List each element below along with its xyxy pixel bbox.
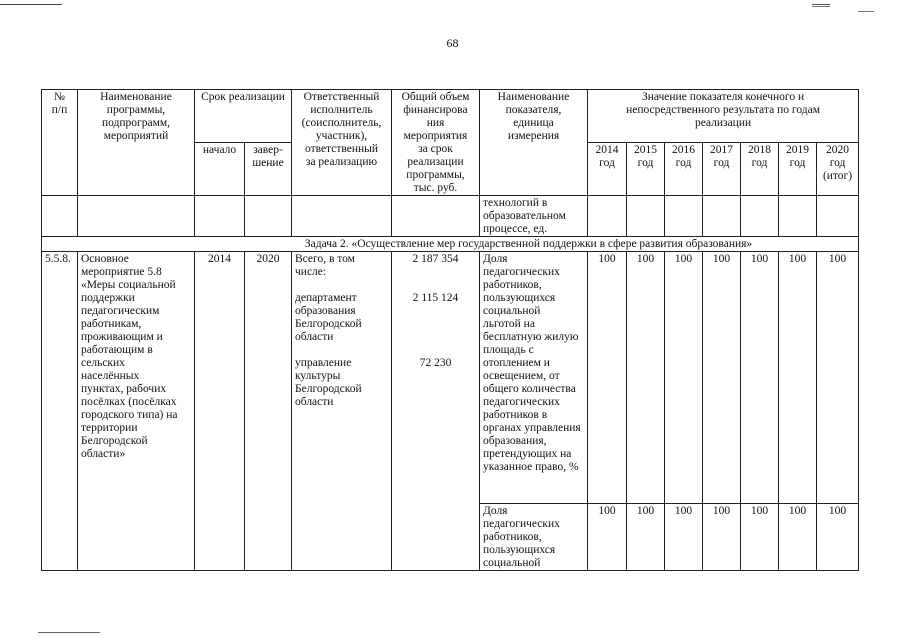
top-right-short-rule (858, 11, 874, 12)
top-right-rule-2 (812, 6, 830, 7)
col-indicator-header: Наименование показателя, единица измерения (480, 90, 588, 196)
top-right-rule (812, 4, 830, 5)
task-row (42, 237, 859, 252)
task-title: Задача 2. «Осуществление мер государственной поддержки в сфере развития образования» (42, 237, 859, 252)
value-2-2015: 100 (627, 504, 665, 571)
col-executor-header: Ответственный исполнитель (соисполнитель, участник), ответственный за реализацию (292, 90, 392, 196)
col-name-header: Наименование программы, подпрограмм, мероприятий (78, 90, 195, 196)
value-2-2018: 100 (741, 504, 779, 571)
col-funding-header: Общий объем финансирова ния мероприятия за срок реализации программы, тыс. руб. (392, 90, 480, 196)
value-1-2019: 100 (779, 252, 817, 504)
value-1-2017: 100 (703, 252, 741, 504)
year-2017-header: 2017 год (703, 143, 741, 196)
value-2-2019: 100 (779, 504, 817, 571)
value-1-2018: 100 (741, 252, 779, 504)
year-2020-header: 2020 год (итог) (817, 143, 859, 196)
bottom-left-rule (38, 632, 100, 633)
row-558-number: 5.5.8. (42, 252, 78, 571)
row-558-indicator-1: Доля педагогических работников, пользующихся социальной льготой на бесплатную жилую площадь с отоплением и освещением, от общего количества педагогических работников в органах управления образования, претендующих на указанное право, % (480, 252, 588, 504)
year-2014-header: 2014 год (588, 143, 627, 196)
row-558 (42, 252, 859, 504)
value-1-2014: 100 (588, 252, 627, 504)
col-number-header: № п/п (42, 90, 78, 196)
continued-row (42, 196, 859, 237)
top-left-rule (0, 4, 62, 5)
year-2019-header: 2019 год (779, 143, 817, 196)
col-values-header: Значение показателя конечного и непосредственного результата по годам реализации (588, 90, 859, 143)
row-558-end: 2020 (245, 252, 292, 571)
year-2015-header: 2015 год (627, 143, 665, 196)
continued-indicator: технологий в образовательном процессе, ед. (480, 196, 588, 237)
header-row-1 (42, 90, 859, 143)
value-1-2020: 100 (817, 252, 859, 504)
value-2-2017: 100 (703, 504, 741, 571)
program-table (41, 89, 859, 571)
row-558-indicator-2: Доля педагогических работников, пользующихся социальной (480, 504, 588, 571)
value-2-2016: 100 (665, 504, 703, 571)
value-2-2020: 100 (817, 504, 859, 571)
row-558-funding: 2 187 354 2 115 124 72 230 (392, 252, 480, 571)
row-558-name: Основное мероприятие 5.8 «Меры социальной поддержки педагогическим работникам, проживающим и работающим в сельских населённых пунктах, рабочих посёлках (посёлках городского типа) на территории Белгородской области» (78, 252, 195, 571)
row-558-start: 2014 (195, 252, 245, 571)
col-term-header: Срок реализации (195, 90, 292, 143)
value-1-2016: 100 (665, 252, 703, 504)
year-2018-header: 2018 год (741, 143, 779, 196)
col-end-header: завер- шение (245, 143, 292, 196)
row-558-executor: Всего, в том числе: департамент образования Белгородской области управление культуры Белгородской области (292, 252, 392, 571)
value-2-2014: 100 (588, 504, 627, 571)
year-2016-header: 2016 год (665, 143, 703, 196)
col-start-header: начало (195, 143, 245, 196)
value-1-2015: 100 (627, 252, 665, 504)
page-number: 68 (446, 36, 459, 50)
